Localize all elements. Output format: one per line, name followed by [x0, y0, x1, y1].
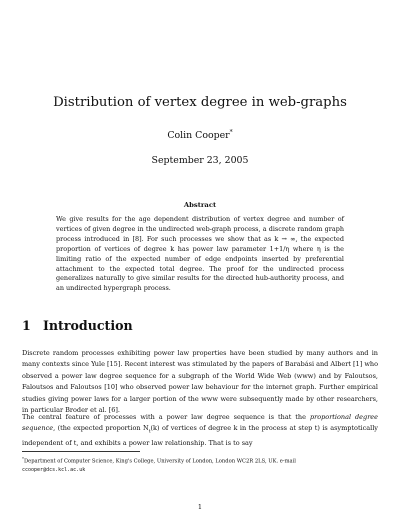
paper-title: Distribution of vertex degree in web-graphs	[53, 95, 347, 110]
section-title: Introduction	[43, 318, 133, 333]
footnote-mark: *	[22, 456, 24, 461]
footnote-text: Department of Computer Science, King's College, University of London, London WC2R 2LS, UK. e-mail	[24, 458, 296, 465]
author-line	[0, 129, 400, 141]
footnote	[22, 455, 378, 475]
paragraph-2-part-2: , (the expected proportion N	[53, 424, 149, 433]
paragraph-2-emphasis: proportional degree sequence	[22, 413, 378, 433]
page-number: 1	[197, 503, 203, 511]
section-heading	[22, 318, 133, 333]
abstract-heading: Abstract	[183, 201, 217, 209]
footnote-email[interactable]: ccooper@dcs.kcl.ac.uk	[22, 467, 86, 474]
paragraph-2-part-1: The central feature of processes with a power law degree sequence is that the	[22, 413, 310, 421]
abstract-text: We give results for the age dependent distribution of vertex degree and number of vertices of given degree in the undirected web-graph process, a discrete random graph process introduced in [8]. For such processes we show that as k → ∞, the expected proportion of vertices of degree k has power law parameter 1+1/η where η is the limiting ratio of the expected number of edge endpoints inserted by preferential attachment to the expected total degree. The proof for the undirected process generalizes naturally to give similar results for the directed hub-authority process, and an undirected hypergraph process.	[56, 215, 344, 293]
section-number: 1	[22, 318, 31, 333]
intro-paragraph-2	[22, 412, 378, 450]
paragraph-2-part-3: (k) of vertices of degree k in the process at step t) is asymptotically independent of t, and exhibits a power law relationship. That is to say	[22, 424, 378, 448]
paragraph-2-subscript: t	[148, 429, 151, 435]
author-footnote-mark: *	[229, 129, 233, 136]
paper-date: September 23, 2005	[151, 155, 249, 166]
intro-paragraph-1: Discrete random processes exhibiting power law properties have been studied by many authors and in many contexts since Yule [15]. Recent interest was stimulated by the papers of Barabási and Albert [1] who observed a power law degree sequence for a subgraph of the World Wide Web (www) and by Faloutsos, Faloutsos and Faloutsos [10] who observed power law behaviour for the internet graph. Further empirical studies giving power laws for a larger portion of the www were subsequently made by other researchers, in particular Broder et al. [6].	[22, 349, 378, 415]
footnote-rule	[22, 451, 140, 452]
author-name: Colin Cooper	[167, 130, 230, 142]
